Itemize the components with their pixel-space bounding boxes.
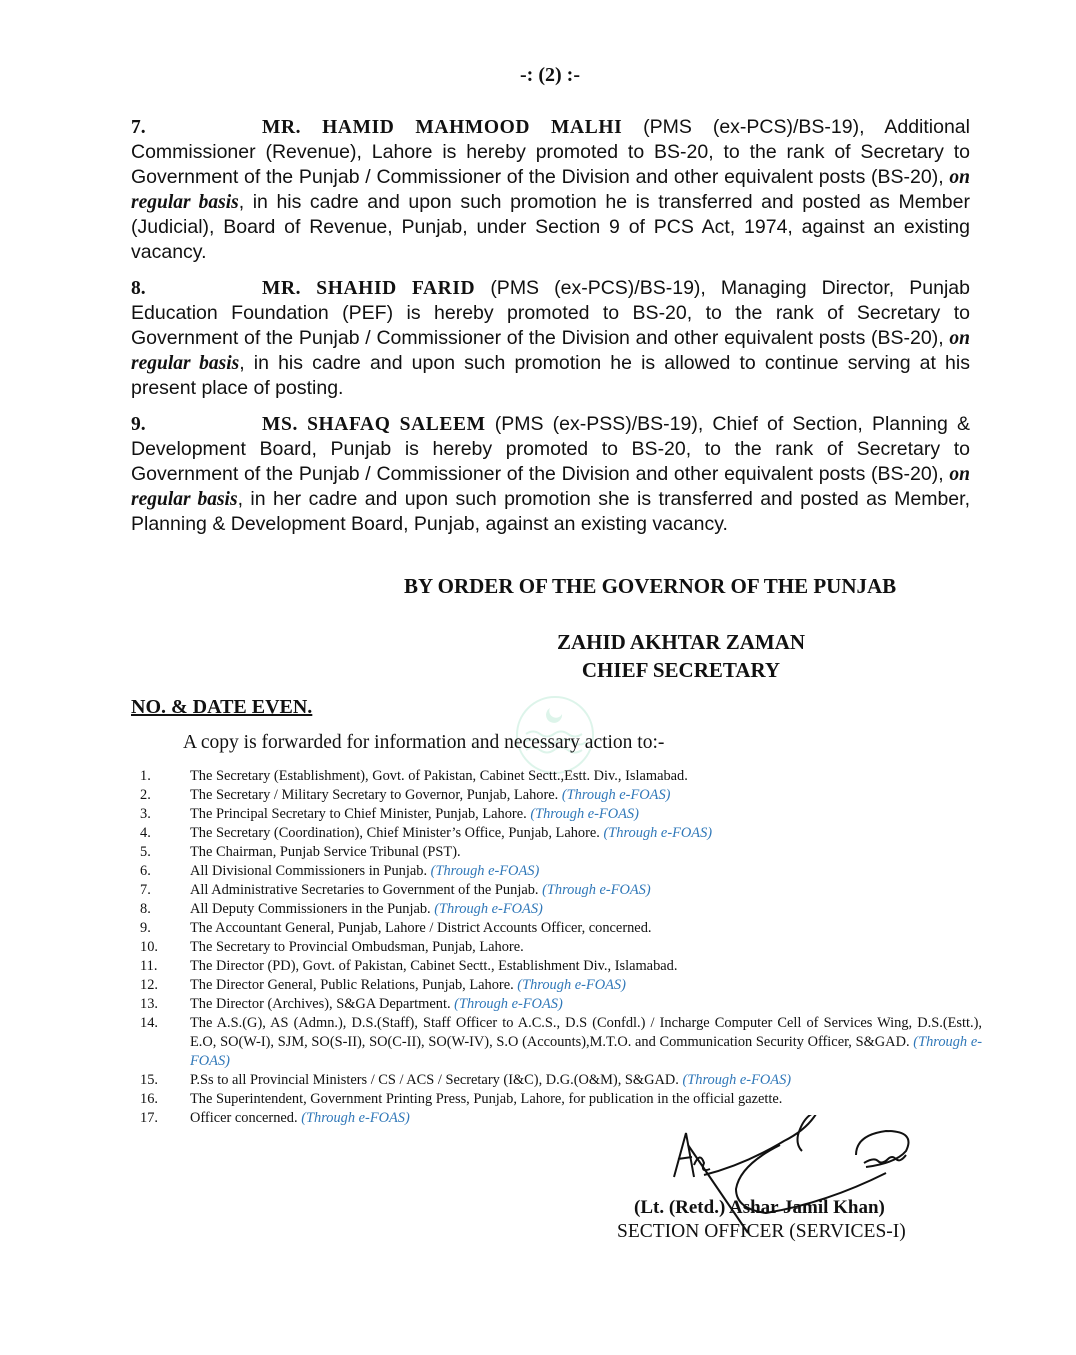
via-efoas-note: (Through e-FOAS) bbox=[430, 863, 540, 879]
via-efoas-note: (Through e-FOAS) bbox=[561, 787, 671, 803]
list-number: 1. bbox=[140, 768, 151, 784]
list-item bbox=[140, 843, 982, 862]
list-text: The Director (Archives), S&GA Department. bbox=[190, 996, 455, 1012]
list-number: 10. bbox=[140, 939, 158, 955]
list-text: The Secretary (Establishment), Govt. of Pakistan, Cabinet Sectt.,Estt. Div., Islamabad. bbox=[190, 768, 688, 784]
signatory-name: ZAHID AKHTAR ZAMAN bbox=[556, 630, 806, 654]
section-officer-title: SECTION OFFICER (SERVICES-I) bbox=[617, 1221, 906, 1242]
copy-distribution-list bbox=[140, 767, 982, 1128]
list-item bbox=[140, 824, 982, 843]
list-item bbox=[140, 767, 982, 786]
list-number: 6. bbox=[140, 863, 151, 879]
list-text: Officer concerned. bbox=[190, 1110, 302, 1126]
list-number: 15. bbox=[140, 1072, 158, 1088]
list-number: 16. bbox=[140, 1091, 158, 1107]
list-text: The Secretary (Coordination), Chief Minister’s Office, Punjab, Lahore. bbox=[190, 825, 604, 841]
via-efoas-note: (Through e-FOAS) bbox=[454, 996, 563, 1012]
via-efoas-note: (Through e-FOAS) bbox=[434, 901, 543, 917]
list-number: 5. bbox=[140, 844, 151, 860]
officer-name: MR. HAMID MAHMOOD MALHI bbox=[262, 117, 623, 138]
paragraph-text: (PMS (ex-PCS)/BS-19), Additional Commissioner (Revenue), Lahore is hereby promoted to BS-20, to the rank of Secretary to Government of the Punjab / Commissioner of the Division and other equivalent posts (BS-20), bbox=[131, 116, 970, 188]
list-text: The Director (PD), Govt. of Pakistan, Cabinet Sectt., Establishment Div., Islamabad. bbox=[190, 958, 678, 974]
list-item bbox=[140, 1090, 982, 1109]
list-number: 3. bbox=[140, 806, 151, 822]
via-efoas-note: (Through e-FOAS) bbox=[682, 1072, 792, 1088]
paragraph-9 bbox=[131, 412, 970, 537]
list-item bbox=[140, 805, 982, 824]
list-text: The Accountant General, Punjab, Lahore / District Accounts Officer, concerned. bbox=[190, 920, 652, 936]
list-item bbox=[140, 1014, 982, 1071]
paragraph-number: 8. bbox=[131, 278, 146, 299]
via-efoas-note: (Through e-FOAS) bbox=[603, 825, 713, 841]
via-efoas-note: (Through e-FOAS) bbox=[542, 882, 651, 898]
via-efoas-note: (Through e-FOAS) bbox=[190, 1034, 983, 1069]
list-item bbox=[140, 900, 982, 919]
list-text: The Director General, Public Relations, Punjab, Lahore. bbox=[190, 977, 518, 993]
list-number: 4. bbox=[140, 825, 151, 841]
list-number: 7. bbox=[140, 882, 151, 898]
list-text: P.Ss to all Provincial Ministers / CS / ACS / Secretary (I&C), D.G.(O&M), S&GAD. bbox=[190, 1072, 683, 1088]
list-number: 2. bbox=[140, 787, 151, 803]
list-number: 13. bbox=[140, 996, 158, 1012]
list-item bbox=[140, 919, 982, 938]
paragraph-text: (PMS (ex-PSS)/BS-19), Chief of Section, Planning & Development Board, Punjab is hereby promoted to BS-20, to the rank of Secretary to Government of the Punjab / Commissioner of the Division and other equivalent posts (BS-20), bbox=[131, 413, 970, 485]
via-efoas-note: (Through e-FOAS) bbox=[530, 806, 639, 822]
signatory-title: CHIEF SECRETARY bbox=[581, 658, 781, 682]
paragraph-text: , in his cadre and upon such promotion he is allowed to continue serving at his present place of posting. bbox=[131, 352, 970, 399]
by-order-line: BY ORDER OF THE GOVERNOR OF THE PUNJAB bbox=[404, 574, 897, 598]
list-item bbox=[140, 938, 982, 957]
paragraph-text: (PMS (ex-PCS)/BS-19), Managing Director, Punjab Education Foundation (PEF) is hereby promoted to BS-20, to the rank of Secretary to Government of the Punjab / Commissioner of the Division and other equivalent posts (BS-20), bbox=[131, 277, 970, 349]
chief-secretary-block bbox=[540, 628, 822, 684]
officer-name: MR. SHAHID FARID bbox=[262, 278, 476, 299]
list-text: The Secretary to Provincial Ombudsman, Punjab, Lahore. bbox=[190, 939, 524, 955]
emphasis-text: on regular basis bbox=[131, 464, 970, 510]
section-officer-name: (Lt. (Retd.) Ashar Jamil Khan) bbox=[634, 1197, 885, 1218]
list-item bbox=[140, 957, 982, 976]
emphasis-text: on regular basis bbox=[131, 167, 970, 213]
list-item bbox=[140, 1071, 982, 1090]
officer-name: MS. SHAFAQ SALEEM bbox=[262, 414, 486, 435]
list-text: All Deputy Commissioners in the Punjab. bbox=[190, 901, 435, 917]
emphasis-text: on regular basis bbox=[131, 328, 970, 374]
forward-text: A copy is forwarded for information and necessary action to:- bbox=[183, 732, 665, 753]
paragraph-number: 9. bbox=[131, 414, 146, 435]
list-text: The Chairman, Punjab Service Tribunal (PST). bbox=[190, 844, 461, 860]
list-text: The Secretary / Military Secretary to Governor, Punjab, Lahore. bbox=[190, 787, 562, 803]
list-text: The Principal Secretary to Chief Minister, Punjab, Lahore. bbox=[190, 806, 531, 822]
via-efoas-note: (Through e-FOAS) bbox=[301, 1110, 410, 1126]
via-efoas-note: (Through e-FOAS) bbox=[517, 977, 626, 993]
paragraph-text: , in her cadre and upon such promotion she is transferred and posted as Member, Planning & Development Board, Punjab, against an existing vacancy. bbox=[131, 488, 970, 535]
paragraph-8 bbox=[131, 276, 970, 401]
list-item bbox=[140, 862, 982, 881]
list-number: 11. bbox=[140, 958, 158, 974]
list-text: The A.S.(G), AS (Admn.), D.S.(Staff), Staff Officer to A.C.S., D.S (Confdl.) / Incharge Computer Cell of Services Wing, D.S.(Estt.), E.O, SO(W-I), SJM, SO(S-II), SO(C-II), SO(W-IV), S.O (Accounts),M.T.O. and Communication Security Officer, S&GAD. bbox=[190, 1015, 982, 1050]
list-item bbox=[140, 881, 982, 900]
paragraph-7 bbox=[131, 115, 970, 265]
list-number: 8. bbox=[140, 901, 151, 917]
paragraph-number: 7. bbox=[131, 117, 146, 138]
list-number: 17. bbox=[140, 1110, 158, 1126]
list-number: 14. bbox=[140, 1015, 158, 1031]
list-text: The Superintendent, Government Printing Press, Punjab, Lahore, for publication in the official gazette. bbox=[190, 1091, 783, 1107]
list-number: 12. bbox=[140, 977, 158, 993]
list-number: 9. bbox=[140, 920, 151, 936]
list-text: All Administrative Secretaries to Government of the Punjab. bbox=[190, 882, 543, 898]
list-item bbox=[140, 786, 982, 805]
page-number: -: (2) :- bbox=[520, 64, 580, 86]
paragraph-text: , in his cadre and upon such promotion he is transferred and posted as Member (Judicial), Board of Revenue, Punjab, under Section 9 of PCS Act, 1974, against an existing vacancy. bbox=[131, 191, 970, 263]
list-text: All Divisional Commissioners in Punjab. bbox=[190, 863, 431, 879]
list-item bbox=[140, 995, 982, 1014]
list-item bbox=[140, 976, 982, 995]
no-date-heading: NO. & DATE EVEN. bbox=[131, 696, 313, 718]
